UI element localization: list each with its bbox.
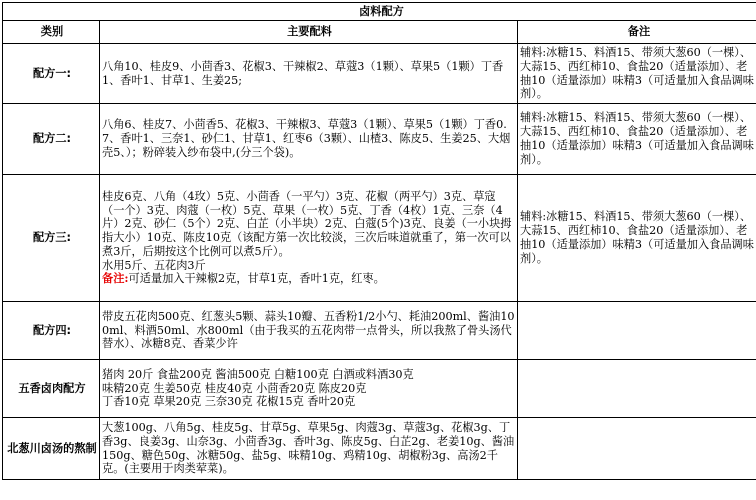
row-notes: 辅料:冰糖15、料酒15、带须大葱60（一棵）、大蒜15、西红柿10、食盐20（适量添加）、老抽10（适量添加）味精3（可适量加入食品调味剂）。 xyxy=(518,175,756,302)
ingredients-line: 味精20克 生姜50克 桂皮40克 小茴香20克 陈皮20克 xyxy=(102,381,367,395)
row-ingredients xyxy=(100,175,518,302)
table-row xyxy=(3,44,756,104)
header-category: 类别 xyxy=(3,21,100,44)
row-ingredients xyxy=(100,302,518,360)
ingredients-line: 水用5斤、五花肉3斤 xyxy=(102,258,206,272)
remark-text: 可适量加入干辣椒2克，甘草1克，香叶1克，红枣。 xyxy=(128,272,385,286)
row-category: 北葱川卤汤的熬制 xyxy=(3,418,100,480)
remark-label: 备注: xyxy=(102,271,129,286)
header-notes: 备注 xyxy=(518,21,756,44)
row-category: 配方一: xyxy=(3,44,100,104)
header-row xyxy=(3,21,756,44)
row-category: 配方四: xyxy=(3,302,100,360)
table-title: 卤料配方 xyxy=(3,3,756,21)
ingredients-line: 丁香10克 草果20克 三奈30克 花椒15克 香叶20克 xyxy=(102,395,356,409)
row-category: 五香卤肉配方 xyxy=(3,360,100,418)
table-row xyxy=(3,360,756,418)
ingredients-line: 桂皮6克、八角（4玫）5克、小茴香（一平勺）3克、花椒（两平勺）3克、草寇（一个）3克、肉蔻（一枚）5克、草果（一枚）5克、丁香（4枚）1克、三奈（4片）2克、砂仁（5个）2克、白芷（小半块）2克、白蔻(5个)3克、良姜（一小块拇指大小）10克、陈皮10克（该配方第一次比较淡，三次后味道就重了，第一次可以煮3斤，后期按这个比例可以煮5斤）。 xyxy=(102,189,512,258)
row-notes xyxy=(518,360,756,418)
row-category: 配方三: xyxy=(3,175,100,302)
remark-line xyxy=(102,272,517,286)
ingredients-line: 猪肉 20斤 食盐200克 酱油500克 白糖100克 白酒或料酒30克 xyxy=(102,367,414,381)
row-ingredients xyxy=(100,360,518,418)
header-ingredients: 主要配料 xyxy=(100,21,518,44)
row-notes xyxy=(518,302,756,360)
title-row xyxy=(3,3,756,21)
row-ingredients xyxy=(100,104,518,175)
ingredients-line: 八角10、桂皮9、小茴香3、花椒3、干辣椒2、草蔻3（1颗）、草果5（1颗）丁香1、香叶1、甘草1、生姜25; xyxy=(102,59,504,87)
row-ingredients xyxy=(100,418,518,480)
ingredients-line: 带皮五花肉500克、红葱头5颗、蒜头10瓣、五香粉1/2小勺、耗油200ml、酱油100ml、料酒50ml、水800ml（由于我买的五花肉带一点骨头，所以我熬了骨头汤代替水）、冰糖8克、香菜少许 xyxy=(102,309,515,351)
row-category: 配方二: xyxy=(3,104,100,175)
table-row xyxy=(3,418,756,480)
row-ingredients xyxy=(100,44,518,104)
table-row xyxy=(3,175,756,302)
table-row xyxy=(3,104,756,175)
ingredients-line: 大葱100g、八角5g、桂皮5g、甘草5g、草果5g、肉蔻3g、草蔻3g、花椒3g、丁香3g、良姜3g、山奈3g、小茴香3g、香叶3g、陈皮5g、白芷2g、老姜10g、酱油150g、糖色50g、冰糖50g、盐5g、味精10g、鸡精10g、胡椒粉3g、高汤2千克。(主要用于肉类荤菜)。 xyxy=(102,420,515,476)
ingredients-line: 八角6、桂皮7、小茴香5、花椒3、干辣椒3、草蔻3（1颗）、草果5（1颗）丁香0.7、香叶1、三奈1、砂仁1、甘草1、红枣6（3颗）、山楂3、陈皮5、生姜25、大烟壳5、）；粉碎装入纱布袋中,(分三个袋)。 xyxy=(102,118,511,159)
row-notes: 辅料:冰糖15、料酒15、带须大葱60（一棵）、大蒜15、西红柿10、食盐20（适量添加）、老抽10（适量添加）味精3（可适量加入食品调味剂）。 xyxy=(518,44,756,104)
table-row xyxy=(3,302,756,360)
recipe-table xyxy=(2,2,756,480)
row-notes xyxy=(518,418,756,480)
row-notes: 辅料:冰糖15、料酒15、带须大葱60（一棵）、大蒜15、西红柿10、食盐20（适量添加）、老抽10（适量添加）味精3（可适量加入食品调味剂）。 xyxy=(518,104,756,175)
